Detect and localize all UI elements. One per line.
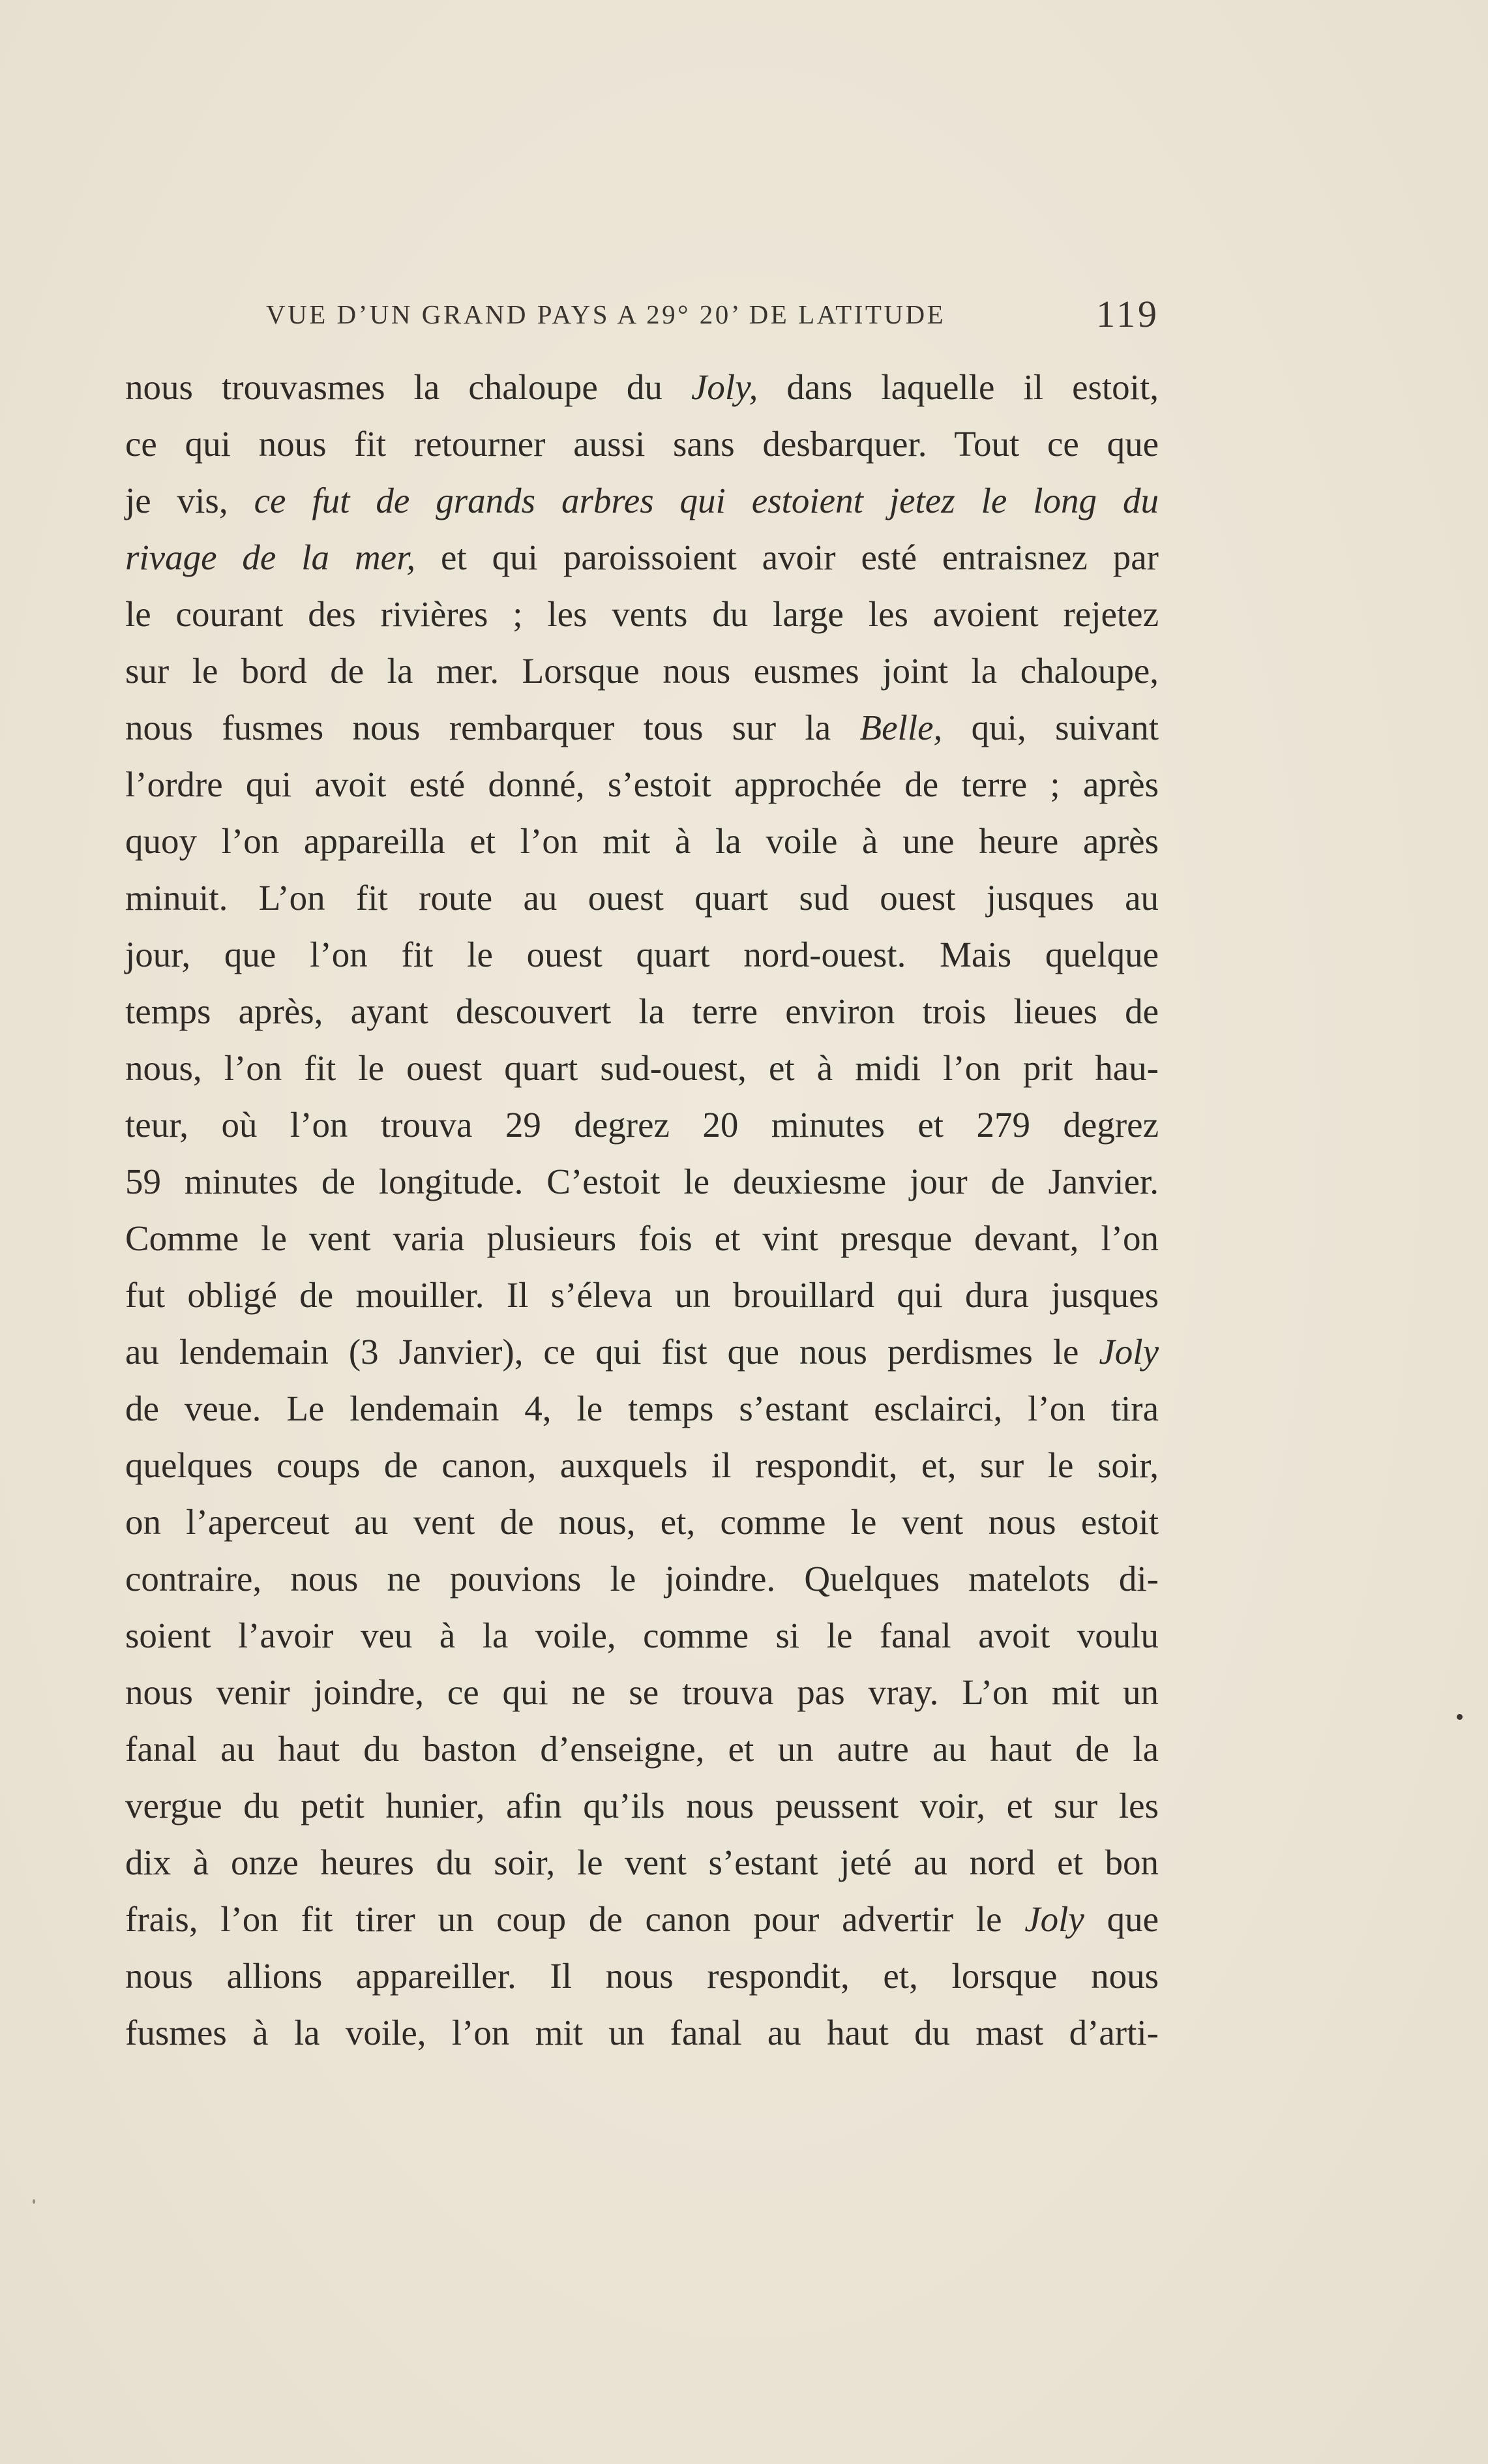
text-line <box>125 1210 1159 1267</box>
body-text <box>125 359 1159 2061</box>
text-line <box>125 472 1159 529</box>
italic-text: rivage de la mer, <box>125 537 416 577</box>
text-line <box>125 1891 1159 1947</box>
text-line <box>125 1096 1159 1153</box>
text-line <box>125 1834 1159 1891</box>
text-run: frais, l’on fit tirer un coup de canon pour advertir le <box>125 1899 1025 1939</box>
text-run: l’ordre qui avoit esté donné, s’estoit approchée de terre ; après <box>125 764 1159 804</box>
text-run: fut obligé de mouiller. Il s’éleva un brouillard qui dura jusques <box>125 1275 1159 1315</box>
text-line <box>125 586 1159 642</box>
text-run: au lendemain (3 Janvier), ce qui fist que nous perdismes le <box>125 1332 1099 1372</box>
text-run: contraire, nous ne pouvions le joindre. Quelques matelots di- <box>125 1559 1159 1599</box>
text-run: 59 minutes de longitude. C’estoit le deuxiesme jour de Janvier. <box>125 1162 1159 1201</box>
text-line <box>125 1323 1159 1380</box>
text-line <box>125 1607 1159 1664</box>
italic-text: Belle, <box>859 708 943 747</box>
text-run: sur le bord de la mer. Lorsque nous eusmes joint la chaloupe, <box>125 651 1159 691</box>
text-line <box>125 1437 1159 1494</box>
italic-text: Joly, <box>691 367 758 407</box>
text-run: nous venir joindre, ce qui ne se trouva pas vray. L’on mit un <box>125 1672 1159 1712</box>
italic-text: ce fut de grands arbres qui estoient jetez le long du <box>254 481 1159 520</box>
text-line <box>125 983 1159 1040</box>
text-run: quoy l’on appareilla et l’on mit à la voile à une heure après <box>125 821 1159 861</box>
text-run: et qui paroissoient avoir esté entraisnez par <box>415 537 1159 577</box>
text-run: quelques coups de canon, auxquels il respondit, et, sur le soir, <box>125 1445 1159 1485</box>
text-line <box>125 1494 1159 1550</box>
text-line <box>125 2004 1159 2061</box>
italic-text: Joly <box>1024 1899 1084 1939</box>
text-line <box>125 1947 1159 2004</box>
text-line <box>125 756 1159 813</box>
text-run: dans laquelle il estoit, <box>758 367 1159 407</box>
text-line <box>125 699 1159 756</box>
text-line <box>125 359 1159 415</box>
text-run: dix à onze heures du soir, le vent s’estant jeté au nord et bon <box>125 1842 1159 1882</box>
text-run: nous fusmes nous rembarquer tous sur la <box>125 708 860 747</box>
text-run: teur, où l’on trouva 29 degrez 20 minutes et 279 degrez <box>125 1105 1159 1145</box>
text-run: minuit. L’on fit route au ouest quart sud ouest jusques au <box>125 878 1159 918</box>
text-line <box>125 813 1159 869</box>
text-run: nous trouvasmes la chaloupe du <box>125 367 691 407</box>
paper-speck <box>33 2199 35 2204</box>
paper-speck <box>1457 1714 1463 1720</box>
text-run: temps après, ayant descouvert la terre environ trois lieues de <box>125 991 1159 1031</box>
italic-text: Joly <box>1099 1332 1159 1372</box>
text-line <box>125 1040 1159 1096</box>
text-line <box>125 1550 1159 1607</box>
text-run: que <box>1084 1899 1159 1939</box>
page-number: 119 <box>1096 293 1159 335</box>
text-run: on l’aperceut au vent de nous, et, comme le vent nous estoit <box>125 1502 1159 1542</box>
text-line <box>125 1267 1159 1323</box>
running-title: VUE D’UN GRAND PAYS A 29° 20’ DE LATITUDE <box>266 299 946 329</box>
text-run: le courant des rivières ; les vents du large les avoient rejetez <box>125 594 1159 634</box>
text-line <box>125 1153 1159 1210</box>
text-run: nous allions appareiller. Il nous respondit, et, lorsque nous <box>125 1956 1159 1996</box>
text-line <box>125 1720 1159 1777</box>
text-line <box>125 869 1159 926</box>
running-head <box>266 292 1159 338</box>
text-line <box>125 926 1159 983</box>
text-run: nous, l’on fit le ouest quart sud-ouest, et à midi l’on prit hau- <box>125 1048 1159 1088</box>
text-run: jour, que l’on fit le ouest quart nord-ouest. Mais quelque <box>125 935 1159 974</box>
text-line <box>125 1380 1159 1437</box>
text-run: fusmes à la voile, l’on mit un fanal au haut du mast d’arti- <box>125 2013 1159 2052</box>
text-line <box>125 1777 1159 1834</box>
text-run: vergue du petit hunier, afin qu’ils nous peussent voir, et sur les <box>125 1786 1159 1825</box>
text-line <box>125 415 1159 472</box>
text-run: qui, suivant <box>942 708 1159 747</box>
text-line <box>125 529 1159 586</box>
text-run: ce qui nous fit retourner aussi sans desbarquer. Tout ce que <box>125 424 1159 464</box>
text-run: soient l’avoir veu à la voile, comme si le fanal avoit voulu <box>125 1615 1159 1655</box>
text-run: fanal au haut du baston d’enseigne, et un autre au haut de la <box>125 1729 1159 1769</box>
text-run: Comme le vent varia plusieurs fois et vint presque devant, l’on <box>125 1218 1159 1258</box>
text-line <box>125 1664 1159 1720</box>
text-run: de veue. Le lendemain 4, le temps s’estant esclairci, l’on tira <box>125 1389 1159 1428</box>
text-run: je vis, <box>125 481 254 520</box>
text-line <box>125 642 1159 699</box>
